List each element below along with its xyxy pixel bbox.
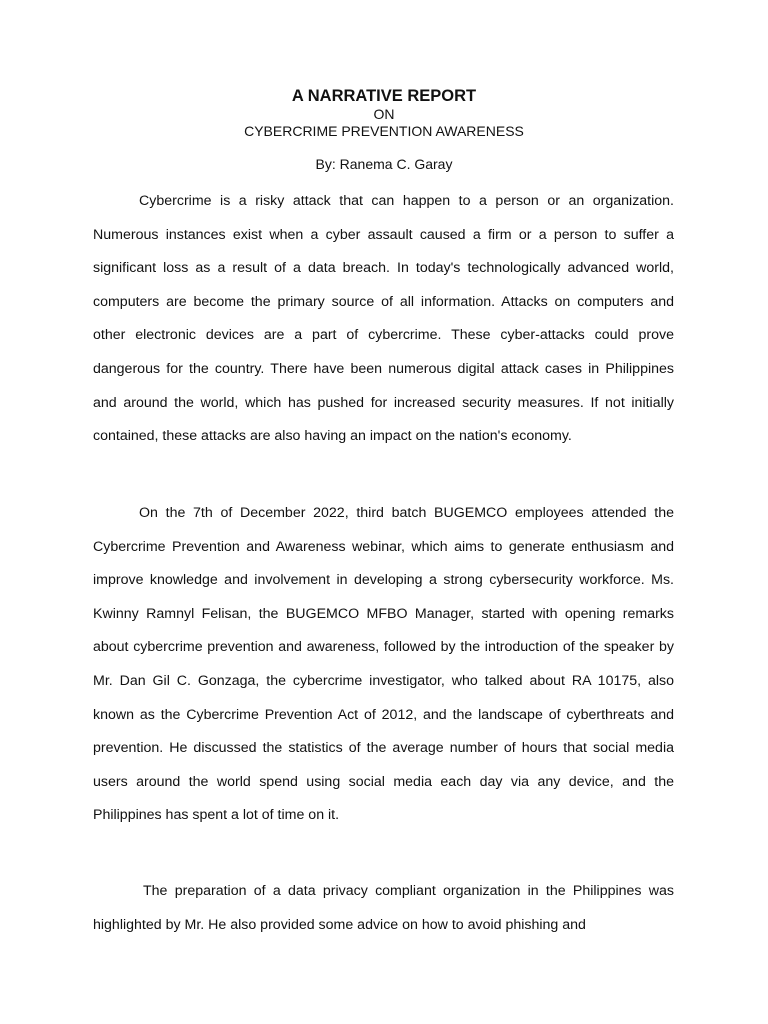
paragraph-3: The preparation of a data privacy compliant organization in the Philippines was highlighted by Mr. He also provided some advice on how to avoid phishing and [93, 883, 674, 933]
author-byline: By: Ranema C. Garay [315, 156, 453, 172]
report-subtitle: CYBERCRIME PREVENTION AWARENESS [244, 123, 524, 139]
report-title: A NARRATIVE REPORT [291, 87, 477, 105]
report-subtitle-on: ON [373, 106, 395, 122]
report-header [0, 86, 768, 140]
paragraph-2: On the 7th of December 2022, third batch BUGEMCO employees attended the Cybercrime Prevention and Awareness webinar, which aims to generate enthusiasm and improve knowledge and involvement in developing a strong cybersecurity workforce. Ms. Kwinny Ramnyl Felisan, the BUGEMCO MFBO Manager, started with opening remarks about cybercrime prevention and awareness, followed by the introduction of the speaker by Mr. Dan Gil C. Gonzaga, the cybercrime investigator, who talked about RA 10175, also known as the Cybercrime Prevention Act of 2012, and the landscape of cyberthreats and prevention. He discussed the statistics of the average number of hours that social media users around the world spend using social media each day via any device, and the Philippines has spent a lot of time on it. [93, 505, 674, 824]
paragraph-1: Cybercrime is a risky attack that can happen to a person or an organization. Numerous instances exist when a cyber assault caused a firm or a person to suffer a significant loss as a result of a data breach. In today's technologically advanced world, computers are become the primary source of all information. Attacks on computers and other electronic devices are a part of cybercrime. These cyber-attacks could prove dangerous for the country. There have been numerous digital attack cases in Philippines and around the world, which has pushed for increased security measures. If not initially contained, these attacks are also having an impact on the nation's economy. [93, 193, 674, 445]
